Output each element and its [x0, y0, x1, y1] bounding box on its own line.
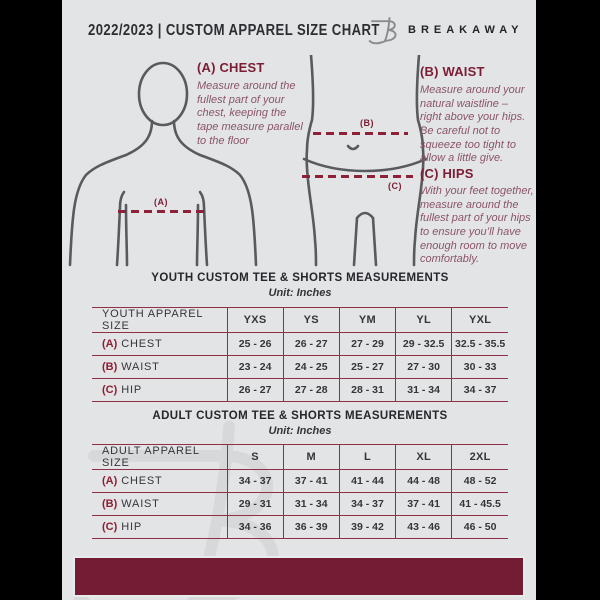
- hips-instructions: With your feet together, measure around the fullest part of your hips to ensure you’ll have enough room to move comfortably.: [420, 185, 534, 266]
- size-value-cell: 34 - 37: [339, 493, 395, 516]
- youth-table-unit: Unit: Inches: [268, 287, 332, 299]
- adult-table-unit: Unit: Inches: [268, 425, 332, 437]
- size-value-cell: 24 - 25: [283, 356, 339, 379]
- row-label-cell: [92, 470, 227, 493]
- size-value-cell: 31 - 34: [283, 493, 339, 516]
- row-label-prefix: (B): [102, 498, 118, 510]
- youth-size-table: [92, 307, 508, 402]
- size-value-cell: 31 - 34: [396, 379, 452, 402]
- column-header: ADULT APPAREL SIZE: [92, 445, 227, 470]
- size-value-cell: 34 - 37: [227, 470, 283, 493]
- brand-name: BREAKAWAY: [408, 24, 524, 36]
- column-header: YS: [283, 308, 339, 333]
- table-row: [92, 356, 508, 379]
- column-header: L: [339, 445, 395, 470]
- size-value-cell: 34 - 36: [227, 516, 283, 539]
- table-row: [92, 333, 508, 356]
- row-label-prefix: (C): [102, 384, 118, 396]
- row-label-text: HIP: [121, 521, 143, 533]
- tables-layer: [62, 0, 536, 600]
- chest-line-label: (A): [154, 197, 168, 207]
- row-label-text: WAIST: [121, 361, 160, 373]
- size-value-cell: 29 - 31: [227, 493, 283, 516]
- table-row: [92, 493, 508, 516]
- waist-instructions: Measure around your natural waistline – right above your hips. Be careful not to squeeze too tight to allow a little give.: [420, 84, 526, 165]
- row-label-text: CHEST: [121, 338, 163, 350]
- row-label-text: WAIST: [121, 498, 160, 510]
- size-value-cell: 23 - 24: [227, 356, 283, 379]
- size-value-cell: 26 - 27: [283, 333, 339, 356]
- page-title: 2022/2023 | CUSTOM APPAREL SIZE CHART: [88, 22, 380, 39]
- size-value-cell: 25 - 26: [227, 333, 283, 356]
- column-header: YXS: [227, 308, 283, 333]
- row-label-cell: [92, 356, 227, 379]
- row-label-cell: [92, 493, 227, 516]
- size-value-cell: 41 - 45.5: [452, 493, 508, 516]
- size-value-cell: 37 - 41: [396, 493, 452, 516]
- adult-size-table: [92, 444, 508, 539]
- size-value-cell: 39 - 42: [339, 516, 395, 539]
- size-value-cell: 46 - 50: [452, 516, 508, 539]
- size-value-cell: 44 - 48: [396, 470, 452, 493]
- size-value-cell: 25 - 27: [339, 356, 395, 379]
- table-row: [92, 516, 508, 539]
- column-header: YM: [339, 308, 395, 333]
- size-value-cell: 29 - 32.5: [396, 333, 452, 356]
- row-label-text: HIP: [121, 384, 143, 396]
- column-header: YL: [396, 308, 452, 333]
- size-value-cell: 27 - 29: [339, 333, 395, 356]
- size-value-cell: 27 - 30: [396, 356, 452, 379]
- column-header: S: [227, 445, 283, 470]
- size-value-cell: 26 - 27: [227, 379, 283, 402]
- waist-line-label: (B): [360, 118, 374, 128]
- youth-table-title: YOUTH CUSTOM TEE & SHORTS MEASUREMENTS: [151, 272, 449, 284]
- footer-accent-bar: [73, 556, 525, 597]
- column-header: YOUTH APPAREL SIZE: [92, 308, 227, 333]
- adult-table-title: ADULT CUSTOM TEE & SHORTS MEASUREMENTS: [152, 410, 448, 422]
- size-value-cell: 34 - 37: [452, 379, 508, 402]
- size-value-cell: 43 - 46: [396, 516, 452, 539]
- hips-heading: (C) HIPS: [420, 166, 474, 181]
- row-label-cell: [92, 333, 227, 356]
- waist-heading: (B) WAIST: [420, 64, 485, 79]
- size-value-cell: 30 - 33: [452, 356, 508, 379]
- column-header: 2XL: [452, 445, 508, 470]
- row-label-text: CHEST: [121, 475, 163, 487]
- column-header: XL: [396, 445, 452, 470]
- row-label-cell: [92, 516, 227, 539]
- column-header: YXL: [452, 308, 508, 333]
- size-value-cell: 48 - 52: [452, 470, 508, 493]
- size-value-cell: 37 - 41: [283, 470, 339, 493]
- size-value-cell: 36 - 39: [283, 516, 339, 539]
- chest-heading: (A) CHEST: [197, 60, 265, 75]
- size-value-cell: 27 - 28: [283, 379, 339, 402]
- size-value-cell: 41 - 44: [339, 470, 395, 493]
- row-label-cell: [92, 379, 227, 402]
- table-row: [92, 379, 508, 402]
- row-label-prefix: (C): [102, 521, 118, 533]
- hips-line-label: (C): [388, 181, 402, 191]
- size-value-cell: 32.5 - 35.5: [452, 333, 508, 356]
- column-header: M: [283, 445, 339, 470]
- row-label-prefix: (A): [102, 475, 118, 487]
- table-row: [92, 470, 508, 493]
- size-value-cell: 28 - 31: [339, 379, 395, 402]
- row-label-prefix: (A): [102, 338, 118, 350]
- size-chart-flyer: [62, 0, 536, 600]
- row-label-prefix: (B): [102, 361, 118, 373]
- chest-instructions: Measure around the fullest part of your chest, keeping the tape measure parallel to the floor: [197, 80, 303, 147]
